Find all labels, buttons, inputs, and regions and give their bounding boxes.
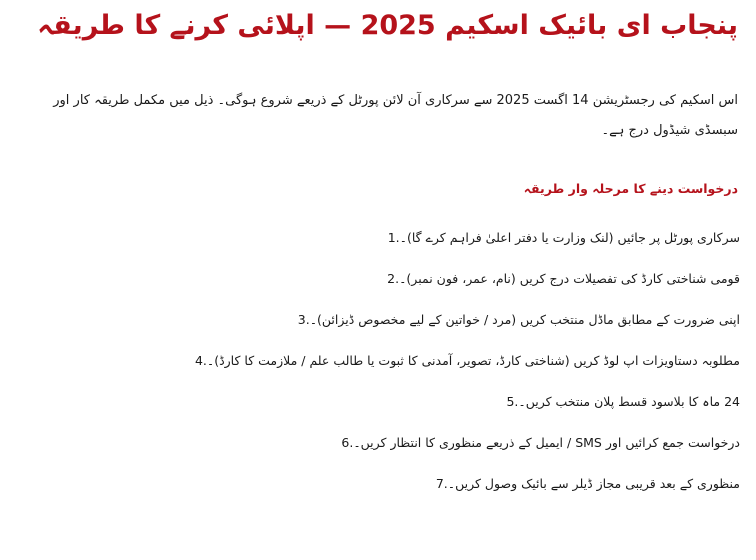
list-item — [22, 269, 740, 310]
step-number: 4. — [194, 353, 207, 368]
step-text: 24 ماہ کا بلاسود قسط پلان منتخب کریں۔ — [518, 394, 740, 409]
step-number: 2. — [387, 271, 400, 286]
step-number: 3. — [297, 312, 310, 327]
section-heading: درخواست دینے کا مرحلہ وار طریقہ — [523, 181, 738, 196]
step-text: منظوری کے بعد قریبی مجاز ڈیلر سے بائیک وصول کریں۔ — [447, 476, 740, 491]
list-item — [22, 228, 740, 269]
list-item — [22, 433, 740, 474]
list-item — [22, 351, 740, 392]
page-title: پنجاب ای بائیک اسکیم 2025 — اپلائی کرنے کا طریقہ — [37, 10, 738, 41]
step-text: مطلوبہ دستاویزات اپ لوڈ کریں (شناختی کارڈ، تصویر، آمدنی کا ثبوت یا طالب علم / ملازمت کا کارڈ)۔ — [206, 353, 740, 368]
list-item — [22, 392, 740, 433]
step-text: سرکاری پورٹل پر جائیں (لنک وزارت یا دفتر اعلیٰ فراہم کرے گا)۔ — [399, 230, 740, 245]
step-number: 6. — [341, 435, 354, 450]
step-number: 7. — [435, 476, 448, 491]
step-text: قومی شناختی کارڈ کی تفصیلات درج کریں (نام، عمر، فون نمبر)۔ — [399, 271, 740, 286]
list-item — [22, 310, 740, 351]
list-item — [22, 474, 740, 515]
step-number: 1. — [387, 230, 400, 245]
step-text: اپنی ضرورت کے مطابق ماڈل منتخب کریں (مرد / خواتین کے لیے مخصوص ڈیزائن)۔ — [309, 312, 740, 327]
intro-paragraph: اس اسکیم کی رجسٹریشن 14 اگست 2025 سے سرکاری آن لائن پورٹل کے ذریعے شروع ہوگی۔ ذیل میں مکمل طریقہ کار اور سبسڈی شیڈول درج ہے۔ — [53, 93, 738, 138]
step-text: درخواست جمع کرائیں اور SMS / ایمیل کے ذریعے منظوری کا انتظار کریں۔ — [353, 435, 740, 450]
step-number: 5. — [506, 394, 519, 409]
steps-list — [22, 228, 740, 515]
